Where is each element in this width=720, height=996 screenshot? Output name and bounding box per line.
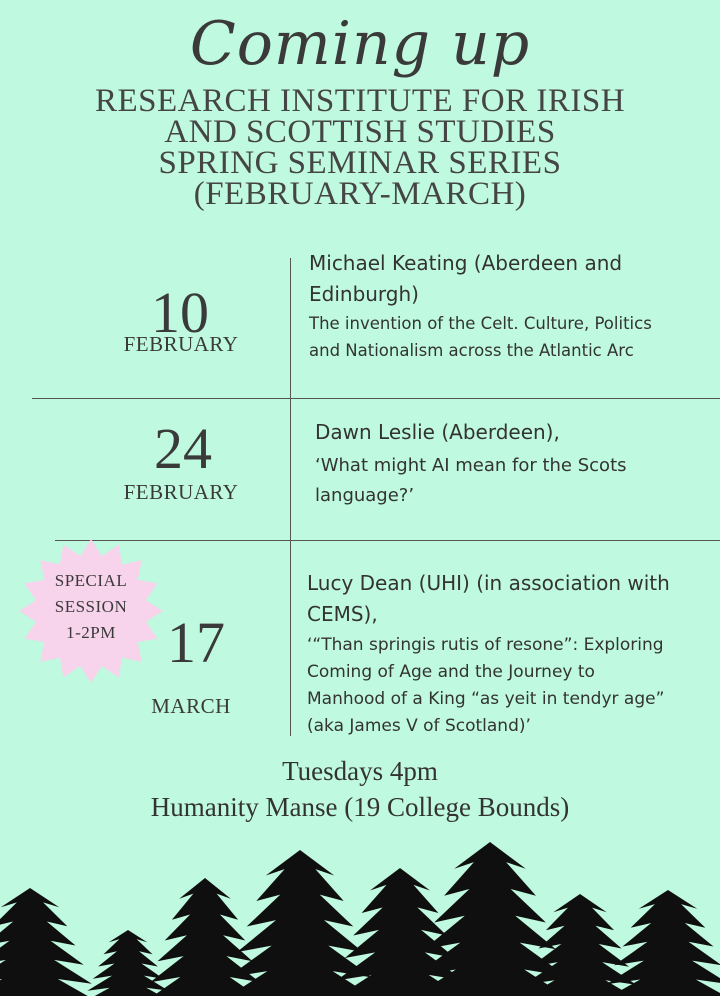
event-speaker: Dawn Leslie (Aberdeen), (315, 420, 560, 444)
table-divider-vertical (290, 258, 291, 736)
table-divider-row (32, 398, 720, 399)
event-speaker: Michael Keating (Aberdeen and Edinburgh) (309, 251, 623, 306)
pine-tree (82, 930, 174, 996)
event-month: FEBRUARY (123, 480, 239, 504)
heading-line: AND SCOTTISH STUDIES (164, 114, 556, 150)
event-month: MARCH (151, 694, 231, 718)
heading-line: RESEARCH INSTITUTE FOR IRISH (94, 83, 626, 119)
event-month: FEBRUARY (123, 332, 239, 356)
seminar-time: Tuesdays 4pm (282, 756, 438, 786)
pine-tree (0, 888, 100, 996)
event-speaker: Lucy Dean (UHI) (in association with CEMS), (307, 571, 670, 626)
pine-tree (598, 890, 720, 996)
event-talk-title: ‘What might AI mean for the Scots language?’ (315, 455, 627, 506)
series-heading (0, 83, 720, 212)
event-talk-title: The invention of the Celt. Culture, Politics and Nationalism across the Atlantic Arc (309, 314, 652, 360)
seminar-venue: Humanity Manse (19 College Bounds) (150, 792, 570, 822)
coming-up-title: Coming up (189, 9, 531, 79)
heading-line: SPRING SEMINAR SERIES (158, 145, 562, 181)
event-talk-title: ‘“Than springis rutis of resone”: Exploring Coming of Age and the Journey to Manhood of a King “as yeit in tendyr age” (aka James V of Scotland)’ (307, 635, 665, 736)
special-session-label: SPECIAL SESSION 1-2PM (54, 571, 128, 642)
pine-tree (143, 878, 267, 996)
pine-trees-illustration (0, 838, 720, 996)
event-day: 24 (154, 416, 212, 481)
event-day: 17 (167, 610, 225, 675)
event-day: 10 (151, 280, 209, 345)
heading-line: (FEBRUARY-MARCH) (193, 176, 527, 212)
